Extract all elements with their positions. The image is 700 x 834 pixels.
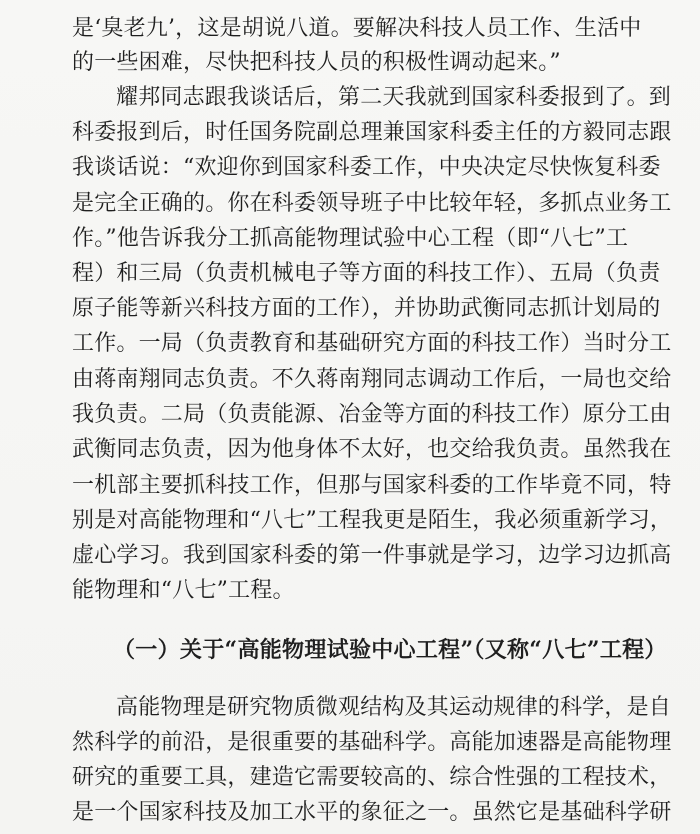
paragraph-3-line-4: 是一个国家科技及加工水平的象征之一。虽然它是基础科学研 [72, 800, 672, 825]
paragraph-2-line-12: 一机部主要抓科技工作，但那与国家科委的工作毕竟不同，特 [72, 473, 672, 498]
paragraph-2-line-4: 是完全正确的。你在科委领导班子中比较年轻，多抓点业务工 [72, 191, 672, 216]
paragraph-2-line-11: 武衡同志负责，因为他身体不太好，也交给我负责。虽然我在 [72, 437, 672, 462]
paragraph-3-line-1: 高能物理是研究物质微观结构及其运动规律的科学，是自 [116, 695, 672, 720]
paragraph-2-line-6: 程）和三局（负责机械电子等方面的科技工作）、五局（负责 [72, 261, 661, 286]
paragraph-1-line-2: 的一些困难，尽快把科技人员的积极性调动起来。” [72, 50, 561, 75]
paragraph-2-line-7: 原子能等新兴科技方面的工作），并协助武衡同志抓计划局的 [72, 296, 661, 321]
paragraph-3-line-2: 然科学的前沿，是很重要的基础科学。高能加速器是高能物理 [72, 730, 672, 755]
paragraph-2-line-14: 虚心学习。我到国家科委的第一件事就是学习，边学习边抓高 [72, 543, 672, 568]
paragraph-2-line-5: 作。”他告诉我分工抓高能物理试验中心工程（即“八七”工 [72, 226, 629, 251]
paragraph-3-line-3: 研究的重要工具，建造它需要较高的、综合性强的工程技术， [72, 765, 672, 790]
paragraph-2-line-9: 由蒋南翔同志负责。不久蒋南翔同志调动工作后，一局也交给 [72, 367, 672, 392]
paragraph-2-line-2: 科委报到后，时任国务院副总理兼国家科委主任的方毅同志跟 [72, 120, 672, 145]
paragraph-2-line-15: 能物理和“八七”工程。 [72, 578, 295, 603]
paragraph-2-line-8: 工作。一局（负责教育和基础研究方面的科技工作）当时分工 [72, 331, 672, 356]
paragraph-2-line-1: 耀邦同志跟我谈话后，第二天我就到国家科委报到了。到 [116, 85, 672, 110]
section-heading: （一）关于“高能物理试验中心工程”（又称“八七”工程） [113, 637, 667, 663]
paragraph-2-line-3: 我谈话说：“欢迎你到国家科委工作，中央决定尽快恢复科委 [72, 155, 661, 180]
paragraph-1-line-1: 是‘臭老九’，这是胡说八道。要解决科技人员工作、生活中 [72, 16, 642, 41]
paragraph-2-line-13: 别是对高能物理和“八七”工程我更是陌生，我必须重新学习， [72, 508, 673, 533]
paragraph-2-line-10: 我负责。二局（负责能源、冶金等方面的科技工作）原分工由 [72, 402, 672, 427]
